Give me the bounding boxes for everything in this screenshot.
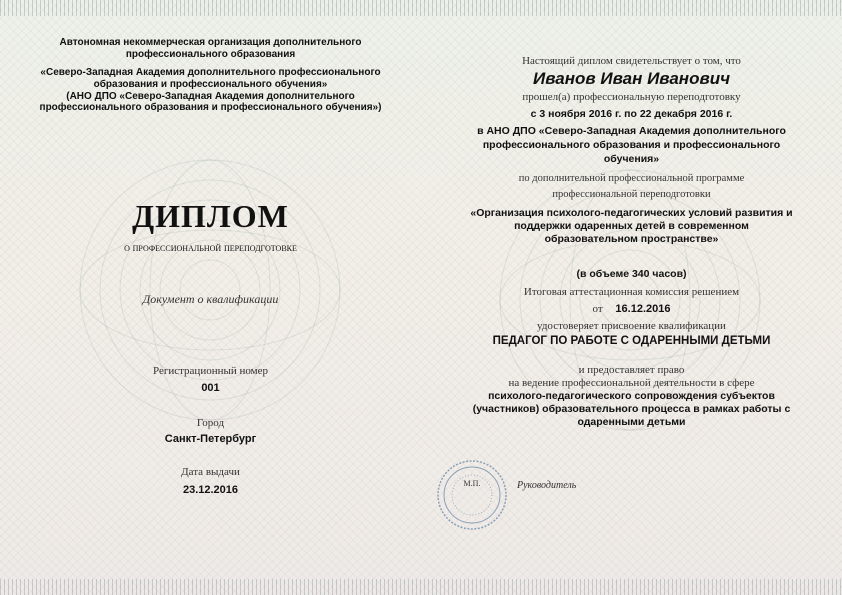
decision-date: 16.12.2016 (615, 303, 671, 315)
seal-label: М.П. (463, 479, 481, 488)
certifies-text: удостоверяет присвоение квалификации (537, 320, 726, 332)
activity-sphere-1: психолого-педагогического сопровождения субъектов (488, 390, 775, 402)
org-line-3: «Северо-Западная Академия дополнительного профессионального (40, 67, 381, 78)
head-signature-label: Руководитель (517, 480, 577, 491)
left-rosette-watermark (60, 140, 360, 440)
hours: (в объеме 340 часов) (576, 268, 687, 280)
issue-date-value: 23.12.2016 (182, 484, 239, 496)
program-line-2: профессиональной переподготовки (552, 189, 711, 200)
program-line-1: по дополнительной профессиональной программе (518, 173, 745, 184)
registration-number: 001 (201, 382, 220, 394)
right-grant-line-1: и предоставляет право (578, 364, 685, 376)
bottom-guilloche-border (0, 579, 842, 595)
program-name-3: образовательном пространстве» (544, 233, 719, 245)
org-line-4: образования и профессионального обучения» (93, 79, 328, 90)
institution-line-1: в АНО ДПО «Северо-Западная Академия дополнительного (477, 125, 786, 137)
institution-line-3: обучения» (603, 153, 660, 165)
institution-line-2: профессионального образования и профессионального (482, 139, 781, 151)
activity-sphere-3: одаренными детьми (577, 416, 686, 428)
org-line-1: Автономная некоммерческая организация дополнительного (59, 37, 362, 48)
right-grant-line-2: на ведение профессиональной деятельности в сфере (508, 377, 755, 389)
decision-from-label: от (592, 303, 603, 315)
program-name-1: «Организация психолого-педагогических условий развития и (470, 207, 793, 219)
city-value: Санкт-Петербург (164, 433, 257, 445)
decision-date-line (421, 303, 842, 315)
study-period: с 3 ноября 2016 г. по 22 декабря 2016 г. (530, 108, 733, 120)
top-guilloche-border (0, 0, 842, 16)
program-name-2: поддержки одаренных детей в современном (514, 220, 749, 232)
document-type: Документ о квалификации (142, 292, 279, 306)
activity-sphere-2: (участников) образовательного процесса в рамках работы с (472, 403, 791, 415)
city-label: Город (196, 417, 225, 429)
official-seal (436, 459, 508, 531)
org-line-5: (АНО ДПО «Северо-Западная Академия дополнительного (66, 91, 355, 102)
intro-text: Настоящий диплом свидетельствует о том, что (522, 55, 741, 67)
passed-text: прошел(а) профессиональную переподготовку (522, 91, 741, 103)
org-line-6: профессионального образования и профессионального обучения») (39, 102, 382, 113)
registration-label: Регистрационный номер (152, 365, 269, 377)
issue-date-label: Дата выдачи (181, 466, 240, 478)
graduate-name: Иванов Иван Иванович (532, 69, 731, 88)
diploma-title: ДИПЛОМ (132, 198, 289, 234)
qualification: ПЕДАГОГ ПО РАБОТЕ С ОДАРЕННЫМИ ДЕТЬМИ (492, 335, 771, 347)
commission-text: Итоговая аттестационная комиссия решением (523, 286, 740, 298)
org-line-2: профессионального образования (125, 49, 296, 60)
diploma-subtitle: о профессиональной переподготовке (124, 242, 297, 254)
